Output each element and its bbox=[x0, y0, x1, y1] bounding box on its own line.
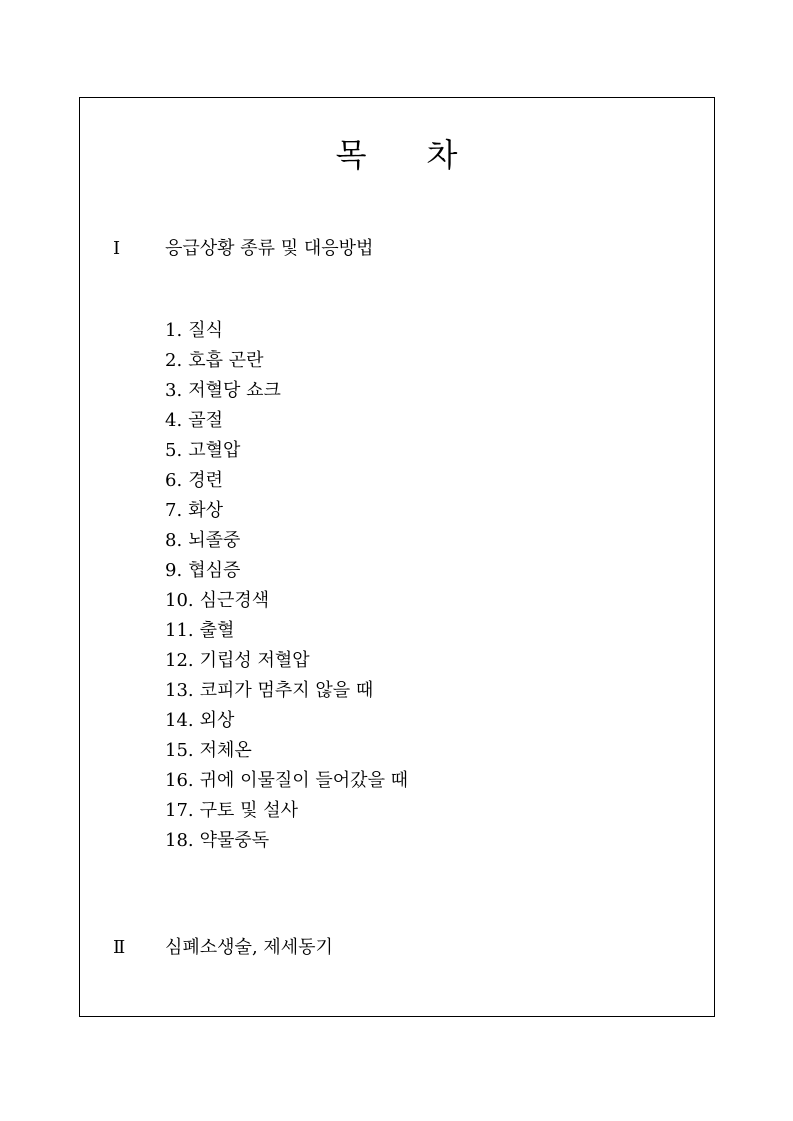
toc-item-label: 호흡 곤란 bbox=[188, 350, 264, 371]
toc-item-number: 11. bbox=[165, 620, 194, 641]
toc-item bbox=[165, 738, 408, 768]
toc-item-number: 16. bbox=[165, 770, 194, 791]
toc-item-number: 6. bbox=[165, 470, 183, 491]
toc-item-label: 저체온 bbox=[199, 740, 252, 761]
page-title bbox=[0, 135, 793, 175]
toc-item-number: 13. bbox=[165, 680, 194, 701]
toc-item-label: 경련 bbox=[188, 470, 223, 491]
toc-item-number: 2. bbox=[165, 350, 183, 371]
title-char-1: 목 bbox=[335, 136, 367, 174]
toc-item bbox=[165, 828, 408, 858]
toc-item-label: 약물중독 bbox=[199, 830, 270, 851]
toc-list bbox=[165, 318, 408, 858]
toc-item-number: 8. bbox=[165, 530, 183, 551]
toc-item bbox=[165, 348, 408, 378]
toc-item-label: 고혈압 bbox=[188, 440, 241, 461]
toc-item bbox=[165, 558, 408, 588]
section-heading-1 bbox=[113, 237, 373, 261]
toc-item bbox=[165, 648, 408, 678]
toc-item bbox=[165, 468, 408, 498]
toc-item bbox=[165, 708, 408, 738]
toc-item-label: 협심증 bbox=[188, 560, 241, 581]
toc-item-label: 기립성 저혈압 bbox=[199, 650, 310, 671]
toc-item-label: 심근경색 bbox=[199, 590, 270, 611]
toc-item-label: 질식 bbox=[188, 320, 223, 341]
toc-item-number: 9. bbox=[165, 560, 183, 581]
toc-item bbox=[165, 588, 408, 618]
toc-item-label: 골절 bbox=[188, 410, 223, 431]
section-heading-2 bbox=[113, 936, 333, 960]
toc-item-number: 10. bbox=[165, 590, 194, 611]
toc-item bbox=[165, 528, 408, 558]
section-title: 응급상황 종류 및 대응방법 bbox=[165, 238, 374, 259]
toc-item bbox=[165, 378, 408, 408]
section-numeral: Ⅰ bbox=[113, 238, 121, 259]
toc-item-number: 4. bbox=[165, 410, 183, 431]
toc-item-label: 저혈당 쇼크 bbox=[188, 380, 281, 401]
toc-item-number: 12. bbox=[165, 650, 194, 671]
toc-item bbox=[165, 678, 408, 708]
toc-item bbox=[165, 408, 408, 438]
toc-item-label: 출혈 bbox=[199, 620, 235, 641]
toc-item-number: 17. bbox=[165, 800, 194, 821]
title-char-2: 차 bbox=[426, 136, 458, 174]
toc-item-number: 1. bbox=[165, 320, 183, 341]
section-title: 심폐소생술, 제세동기 bbox=[165, 937, 333, 958]
toc-item bbox=[165, 768, 408, 798]
toc-item-label: 화상 bbox=[188, 500, 223, 521]
toc-item-number: 3. bbox=[165, 380, 183, 401]
section-numeral: Ⅱ bbox=[113, 937, 126, 958]
toc-item-label: 구토 및 설사 bbox=[199, 800, 299, 821]
toc-item-label: 코피가 멈추지 않을 때 bbox=[199, 680, 374, 701]
toc-item bbox=[165, 318, 408, 348]
toc-item-label: 귀에 이물질이 들어갔을 때 bbox=[199, 770, 409, 791]
toc-item-number: 7. bbox=[165, 500, 183, 521]
toc-item-number: 5. bbox=[165, 440, 183, 461]
toc-item-label: 외상 bbox=[199, 710, 235, 731]
toc-item-label: 뇌졸중 bbox=[188, 530, 241, 551]
toc-item-number: 15. bbox=[165, 740, 194, 761]
toc-item-number: 14. bbox=[165, 710, 194, 731]
toc-item bbox=[165, 498, 408, 528]
toc-item-number: 18. bbox=[165, 830, 194, 851]
toc-item bbox=[165, 438, 408, 468]
toc-item bbox=[165, 798, 408, 828]
toc-item bbox=[165, 618, 408, 648]
